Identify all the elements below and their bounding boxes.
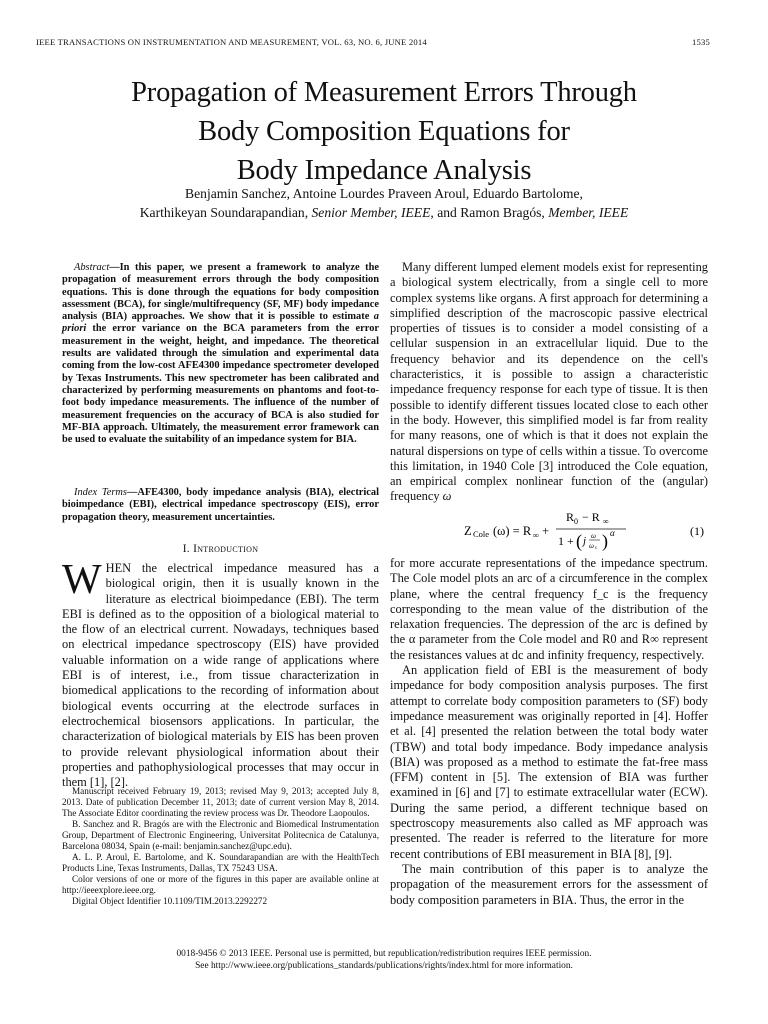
journal-name: IEEE TRANSACTIONS ON INSTRUMENTATION AND MEASUREMENT, VOL. 63, NO. 6, JUNE 2014: [36, 37, 427, 47]
footnote-color: Color versions of one or more of the figures in this paper are available online at http://ieeexplore.ieee.org.: [62, 874, 379, 895]
abstract-text: —In this paper, we present a framework to analyze the propagation of measurement errors through the body composition equations. This is done through the equations for body composition assessment (BCA), for single/multifrequency (SF, MF) body impedance analysis (BIA) approaches. We show that it is possible to estimate: [62, 262, 379, 323]
para-text: for more accurate representations of the impedance spectrum. The Cole model plots an arc of a circumference in the complex plane, where the central frequency f_c is the frequency corresponding to the mean value of the distribution of the relaxation frequencies. The depression of the arc is defined by the α parameter from the Cole model and R0 and R∞ represent the resistances values at dc and infinity frequency, respectively.: [390, 556, 708, 662]
cole-equation: [390, 507, 708, 551]
svg-text:(: (: [576, 531, 582, 551]
footnote-received: Manuscript received February 19, 2013; revised May 9, 2013; accepted July 8, 2013. Date of publication December 11, 2013; date of current version May 8, 2014. The Associate Editor coordinating the review process was Dr. Theodore Laopoulos.: [62, 786, 379, 818]
intro-text: the electrical impedance measured has a biological origin, then it is usually known in the literature as electrical bioimpedance (EBI). The term EBI is defined as to the opposition of a biological material to the flow of an electrical current. Nowadays, techniques based on electrical impedance spectroscopy (EIS) have provided valuable information on a wide range of applications where EBI is of interest, i.e., from tissue characterization in biomedical applications to the recording of information about biological events occurring at the electrode surfaces in electrochemical biosensors applications. In particular, the characterization of biological materials by EIS has been proven to provide relevant physiological information about their properties and pathophysiological processes that may occur in them [1], [2].: [62, 561, 379, 790]
svg-text:0: 0: [574, 517, 578, 526]
footnotes: [62, 786, 379, 907]
svg-text:(ω) = R: (ω) = R: [493, 524, 532, 538]
footnote-doi: Digital Object Identifier 10.1109/TIM.2013.2292272: [72, 896, 268, 906]
title-line-1: Propagation of Measurement Errors Through: [131, 77, 637, 108]
svg-text:Z: Z: [464, 524, 472, 538]
right-column-continued: [390, 556, 708, 908]
title-line-3: Body Impedance Analysis: [236, 155, 532, 186]
para-text: Many different lumped element models exist for representing a biological system electrically, from a single cell to more complex systems like organs. A first approach for determining a simplified description of the macroscopic passive electrical properties of tissues is to consider a model consisting of a cellular suspension in an extracellular liquid. Due to the frequency behavior and its dependence on the cell's characteristics, it is possible to assign a characteristic impedance frequency response for each type of tissue. It is then possible to identify different tissues located close to each other in the body. However, this simplified model is far from reality for many reasons, one of which is that it does not explain the natural dispersions on type of cells within a tissue. To overcome this limitation, in 1940 Cole [3] introduced the Cole equation, an empirical complex nonlinear function of the (angular) frequency: [390, 260, 708, 504]
equation-graphic: [390, 507, 708, 551]
abstract: [62, 262, 379, 446]
authors-line-1: Benjamin Sanchez, Antoine Lourdes Praveen Aroul, Eduardo Bartolome,: [185, 186, 583, 201]
section-number: I.: [182, 543, 194, 555]
right-column-paragraph-1: [390, 260, 708, 505]
page-number: 1535: [692, 37, 710, 47]
author-list: [60, 184, 708, 222]
svg-text:∞: ∞: [533, 530, 540, 540]
svg-text:): ): [602, 531, 608, 551]
title-line-2: Body Composition Equations for: [198, 116, 570, 147]
copyright-line-1: 0018-9456 © 2013 IEEE. Personal use is permitted, but republication/redistribution requires IEEE permission.: [176, 949, 592, 959]
svg-text:Cole: Cole: [473, 529, 490, 539]
para-text: The main contribution of this paper is to analyze the propagation of the measurement errors for the assessment of body composition parameters in BIA. Thus, the error in the: [390, 861, 708, 907]
svg-text:− R: − R: [582, 510, 600, 524]
svg-text:ω: ω: [589, 542, 594, 550]
copyright-notice: [36, 948, 732, 972]
authors-line-2: [60, 203, 708, 222]
svg-text:c: c: [595, 546, 598, 551]
index-terms: [62, 487, 379, 524]
svg-text:α: α: [610, 528, 615, 538]
para-text: An application field of EBI is the measurement of body impedance for body composition analysis purposes. The first attempt to correlate body composition parameters to (SF) body impedance measurement was originally reported in [4]. Hoffer et al. [4] presented the relation between the total body water (TBW) and total body impedance. Body impedance analysis (BIA) was proposed as a method to estimate the fat-free mass (FFM) content in [5]. The extension of BIA was further examined in [6] and [7] to estimate extracellular water (ECW). During the same period, a different technique based on spectroscopy measurements also called as MF approach was presented. The reader is referred to the literature for more recent contributions of EBI measurement in BIA [8], [9].: [390, 663, 708, 861]
index-terms-label: Index Terms: [74, 487, 127, 498]
svg-text:∞: ∞: [603, 517, 609, 526]
equation-number: (1): [690, 524, 704, 538]
svg-text:1 +: 1 +: [558, 534, 574, 548]
section-heading: [62, 543, 379, 555]
footnote-affiliation-2: A. L. P. Aroul, E. Bartolome, and K. Soundarapandian are with the HealthTech Products Line, Texas Instruments, Dallas, TX 75243 USA.: [62, 852, 379, 873]
member-grade: Senior Member, IEEE: [311, 205, 431, 220]
paper-title: [60, 73, 708, 190]
copyright-line-2: See http://www.ieee.org/publications_standards/publications/rights/index.html for more information.: [195, 961, 573, 971]
drop-cap: W: [62, 557, 102, 603]
intro-caps: HEN: [105, 561, 132, 575]
abstract-emphasis: a priori: [62, 311, 379, 335]
footnote-affiliation-1: B. Sanchez and R. Bragós are with the Electronic and Biomedical Instrumentation Group, Department of Electronic Engineering, Universitat Politecnica de Catalunya, Barcelona 08034, Spain (e-mail: benjamin.sanchez@upc.edu).: [62, 819, 379, 851]
svg-text:+: +: [542, 524, 550, 538]
running-header: [36, 37, 710, 47]
author-names: , and Ramon Bragós,: [430, 205, 549, 220]
introduction-paragraph: [62, 557, 379, 790]
section-title: Introduction: [193, 543, 259, 555]
omega-symbol: ω: [442, 489, 452, 504]
member-grade: Member, IEEE: [548, 205, 629, 220]
abstract-label: Abstract: [74, 262, 110, 273]
author-names: Karthikeyan Soundarapandian,: [139, 205, 312, 220]
index-terms-text: —AFE4300, body impedance analysis (BIA), electrical bioimpedance (EBI), electrical impedance spectroscopy (EIS), error propagation theory, measurement uncertainties.: [62, 487, 379, 523]
svg-text:j: j: [583, 535, 587, 547]
abstract-text: the error variance on the BCA parameters from the error measurement in the weight, height, and impedance. The theoretical results are validated through the simulation and experimental data coming from the low-cost AFE4300 impedance spectrometer developed by Texas Instruments. This new spectrometer has been calibrated and characterized by performing measurements on phantoms and foot-to-foot body impedance measurements. The influence of the number of measurement frequencies on the accuracy of BCA is also studied for MF-BIA approach. Ultimately, the measurement error framework can be used to evaluate the suitability of an impedance system for BIA.: [62, 323, 379, 446]
svg-text:ω: ω: [591, 532, 596, 540]
svg-text:R: R: [566, 510, 575, 524]
